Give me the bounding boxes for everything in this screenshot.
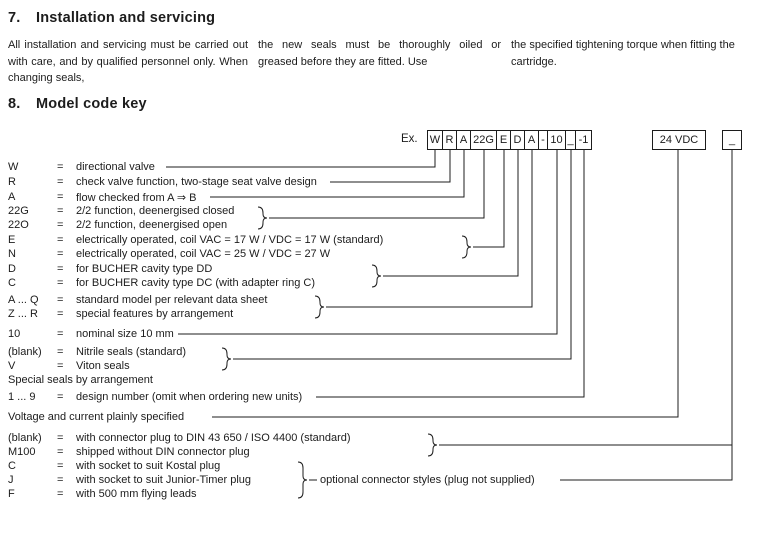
code-label: 1 ... 9 xyxy=(8,391,36,403)
code-description: with connector plug to DIN 43 650 / ISO 4400 (standard) xyxy=(76,432,351,444)
code-description: 2/2 function, deenergised closed xyxy=(76,205,235,217)
code-label: 22O xyxy=(8,219,29,231)
code-label: (blank) xyxy=(8,346,42,358)
code-description: special features by arrangement xyxy=(76,308,234,320)
code-label: R xyxy=(8,176,16,188)
equals-sign: = xyxy=(57,176,64,188)
code-description: flow checked from A ⇒ B xyxy=(76,192,197,204)
code-label: F xyxy=(8,488,15,500)
key-row xyxy=(8,248,748,261)
code-segment: _ xyxy=(565,130,576,150)
code-segment: -1 xyxy=(575,130,592,150)
code-label: 10 xyxy=(8,328,21,340)
key-row xyxy=(8,432,748,445)
code-label: Z ... R xyxy=(8,308,38,320)
code-description: shipped without DIN connector plug xyxy=(76,446,250,458)
equals-sign: = xyxy=(57,263,64,275)
section7-title: Installation and servicing xyxy=(36,10,216,26)
key-row xyxy=(8,460,748,473)
code-description: standard model per relevant data sheet xyxy=(76,294,268,306)
equals-sign: = xyxy=(57,234,64,246)
equals-sign: = xyxy=(57,277,64,289)
equals-sign: = xyxy=(57,294,64,306)
code-description: with socket to suit Junior-Timer plug xyxy=(76,474,252,486)
code-label: E xyxy=(8,234,16,246)
code-description: nominal size 10 mm xyxy=(76,328,174,340)
code-segment: R xyxy=(442,130,457,150)
key-row xyxy=(8,391,748,404)
key-row xyxy=(8,308,748,321)
section8-title: Model code key xyxy=(36,96,147,112)
equals-sign: = xyxy=(57,488,64,500)
code-description: check valve function, two-stage seat valve design xyxy=(76,176,317,188)
code-description: for BUCHER cavity type DC (with adapter ring C) xyxy=(76,277,316,289)
code-segment: 22G xyxy=(470,130,497,150)
code-description: Nitrile seals (standard) xyxy=(76,346,187,358)
code-segment: D xyxy=(510,130,525,150)
code-label: 22G xyxy=(8,205,29,217)
key-row xyxy=(8,263,748,276)
code-label: A ... Q xyxy=(8,294,39,306)
section8-number: 8. xyxy=(8,96,21,112)
code-label: W xyxy=(8,161,19,173)
code-description: with 500 mm flying leads xyxy=(76,488,197,500)
code-label: J xyxy=(8,474,14,486)
code-label: N xyxy=(8,248,16,260)
key-row xyxy=(8,161,748,174)
code-segment: W xyxy=(427,130,443,150)
code-segment: 10 xyxy=(547,130,566,150)
key-row xyxy=(8,360,748,373)
key-row xyxy=(8,234,748,247)
equals-sign: = xyxy=(57,328,64,340)
code-label: C xyxy=(8,277,16,289)
equals-sign: = xyxy=(57,446,64,458)
voltage-segment: 24 VDC xyxy=(652,130,706,150)
equals-sign: = xyxy=(57,248,64,260)
code-description: with socket to suit Kostal plug xyxy=(76,460,221,472)
code-description: design number (omit when ordering new units) xyxy=(76,391,303,403)
equals-sign: = xyxy=(57,360,64,372)
example-label: Ex. xyxy=(401,133,418,145)
key-row xyxy=(8,488,748,501)
code-label: C xyxy=(8,460,16,472)
equals-sign: = xyxy=(57,432,64,444)
code-description: electrically operated, coil VAC = 25 W / VDC = 27 W xyxy=(76,248,331,260)
equals-sign: = xyxy=(57,191,64,203)
code-segment: A xyxy=(524,130,539,150)
code-label: D xyxy=(8,263,16,275)
equals-sign: = xyxy=(57,460,64,472)
code-label: A xyxy=(8,191,16,203)
section7-column-2: the new seals must be thoroughly oiled or greased before they are fitted. Use xyxy=(258,39,501,68)
equals-sign: = xyxy=(57,219,64,231)
key-row xyxy=(8,446,748,459)
code-label: (blank) xyxy=(8,432,42,444)
code-label: Special seals by arrangement xyxy=(8,374,153,386)
code-description: electrically operated, coil VAC = 17 W / VDC = 17 W (standard) xyxy=(76,234,384,246)
key-row xyxy=(8,205,748,218)
key-row xyxy=(8,277,748,290)
equals-sign: = xyxy=(57,474,64,486)
key-row xyxy=(8,346,748,359)
code-description: directional valve xyxy=(76,161,155,173)
key-row xyxy=(8,411,748,424)
section7-column-1: All installation and servicing must be carried out with care, and by qualified personnel only. When changing seals, xyxy=(8,39,248,84)
code-segment: A xyxy=(456,130,471,150)
key-row xyxy=(8,219,748,232)
key-row xyxy=(8,176,748,189)
key-row xyxy=(8,374,748,387)
section7-column-3: the specified tightening torque when fitting the cartridge. xyxy=(511,39,735,68)
code-label: M100 xyxy=(8,446,36,458)
connector-style-segment: _ xyxy=(722,130,742,150)
section7-number: 7. xyxy=(8,10,21,26)
equals-sign: = xyxy=(57,308,64,320)
code-label: V xyxy=(8,360,16,372)
key-row xyxy=(8,328,748,341)
equals-sign: = xyxy=(57,161,64,173)
key-row xyxy=(8,191,748,204)
key-row xyxy=(8,294,748,307)
code-description: for BUCHER cavity type DD xyxy=(76,263,213,275)
code-label: Voltage and current plainly specified xyxy=(8,411,185,423)
equals-sign: = xyxy=(57,391,64,403)
optional-connector-note: optional connector styles (plug not supplied) xyxy=(320,474,535,486)
code-segment: E xyxy=(496,130,511,150)
equals-sign: = xyxy=(57,346,64,358)
code-description: Viton seals xyxy=(76,360,130,372)
equals-sign: = xyxy=(57,205,64,217)
code-segment: - xyxy=(538,130,548,150)
code-description: 2/2 function, deenergised open xyxy=(76,219,228,231)
